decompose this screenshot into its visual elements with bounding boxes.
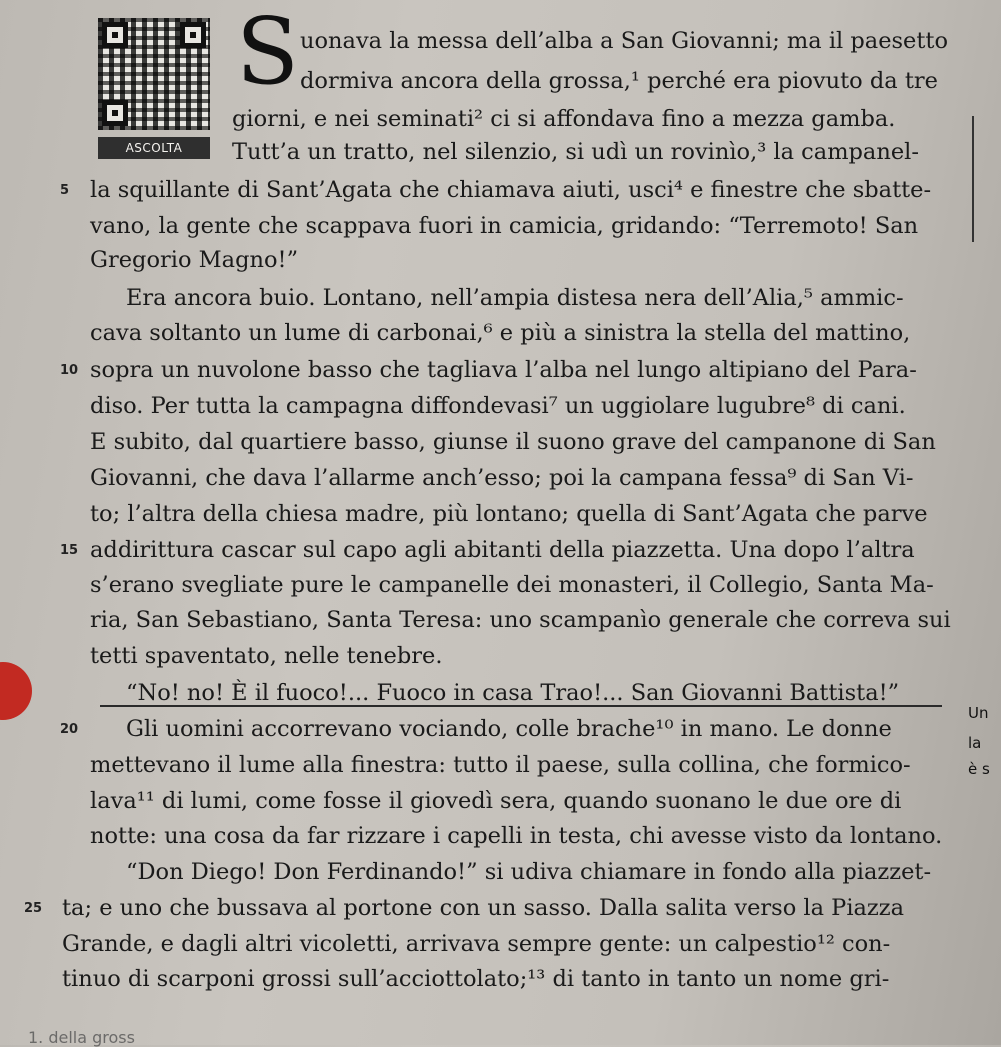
qr-finder-bottom-left <box>102 100 128 126</box>
listen-label[interactable]: ASCOLTA <box>98 137 210 159</box>
text-line: E subito, dal quartiere basso, giunse il suono grave del campanone di San <box>90 429 936 455</box>
qr-finder-top-left <box>102 22 128 48</box>
text-line: lava¹¹ di lumi, come fosse il giovedì sera, quando suonano le due ore di <box>90 788 902 814</box>
text-line: la squillante di Sant’Agata che chiamava aiuti, usci⁴ e finestre che sbatte- <box>90 177 932 203</box>
side-note: Un <box>968 704 989 722</box>
text-line: uonava la messa dell’alba a San Giovanni; ma il paesetto <box>300 28 948 54</box>
side-note: la <box>968 734 982 752</box>
text-line: Grande, e dagli altri vicoletti, arrivava sempre gente: un calpestio¹² con- <box>62 931 891 957</box>
text-line: notte: una cosa da far rizzare i capelli in testa, chi avesse visto da lontano. <box>90 823 943 849</box>
margin-bar <box>972 116 974 242</box>
text-line: Gregorio Magno!” <box>90 247 299 273</box>
line-number: 15 <box>60 543 79 558</box>
drop-cap: S <box>236 0 300 105</box>
qr-code[interactable] <box>98 18 210 130</box>
text-line: Gli uomini accorrevano vociando, colle brache¹⁰ in mano. Le donne <box>126 716 892 742</box>
text-line: sopra un nuvolone basso che tagliava l’alba nel lungo altipiano del Para- <box>90 357 917 383</box>
line-number: 20 <box>60 722 79 737</box>
text-line: “No! no! È il fuoco!... Fuoco in casa Trao!... San Giovanni Battista!” <box>126 680 900 706</box>
line-number: 10 <box>60 363 79 378</box>
qr-finder-top-right <box>180 22 206 48</box>
text-line: to; l’altra della chiesa madre, più lontano; quella di Sant’Agata che parve <box>90 501 928 527</box>
text-line: Tutt’a un tratto, nel silenzio, si udì un rovinìo,³ la campanel- <box>232 139 919 165</box>
text-line: tinuo di scarponi grossi sull’acciottolato;¹³ di tanto in tanto un nome gri- <box>62 966 890 992</box>
footnote-fragment: 1. della gross <box>28 1028 135 1047</box>
side-note: è s <box>968 760 990 778</box>
line-number: 25 <box>24 901 43 916</box>
line-number: 5 <box>60 183 70 198</box>
text-line: dormiva ancora della grossa,¹ perché era piovuto da tre <box>300 68 938 94</box>
text-line: vano, la gente che scappava fuori in camicia, gridando: “Terremoto! San <box>90 213 919 239</box>
text-line: s’erano svegliate pure le campanelle dei monasteri, il Collegio, Santa Ma- <box>90 572 934 598</box>
text-line: giorni, e nei seminati² ci si affondava fino a mezza gamba. <box>232 106 896 132</box>
text-line: Era ancora buio. Lontano, nell’ampia distesa nera dell’Alia,⁵ ammic- <box>126 285 904 311</box>
text-line: cava soltanto un lume di carbonai,⁶ e più a sinistra la stella del mattino, <box>90 320 911 346</box>
text-line: addirittura cascar sul capo agli abitanti della piazzetta. Una dopo l’altra <box>90 537 915 563</box>
text-line: “Don Diego! Don Ferdinando!” si udiva chiamare in fondo alla piazzet- <box>126 859 932 885</box>
text-line: diso. Per tutta la campagna diffondevasi⁷ un uggiolare lugubre⁸ di cani. <box>90 393 906 419</box>
text-line: ria, San Sebastiano, Santa Teresa: uno scampanìo generale che correva sui <box>90 607 951 633</box>
text-line: ta; e uno che bussava al portone con un sasso. Dalla salita verso la Piazza <box>62 895 905 921</box>
text-line: tetti spaventato, nelle tenebre. <box>90 643 443 669</box>
text-line: mettevano il lume alla finestra: tutto il paese, sulla collina, che formico- <box>90 752 911 778</box>
text-line: Giovanni, che dava l’allarme anch’esso; poi la campana fessa⁹ di San Vi- <box>90 465 914 491</box>
red-margin-mark <box>0 662 32 720</box>
